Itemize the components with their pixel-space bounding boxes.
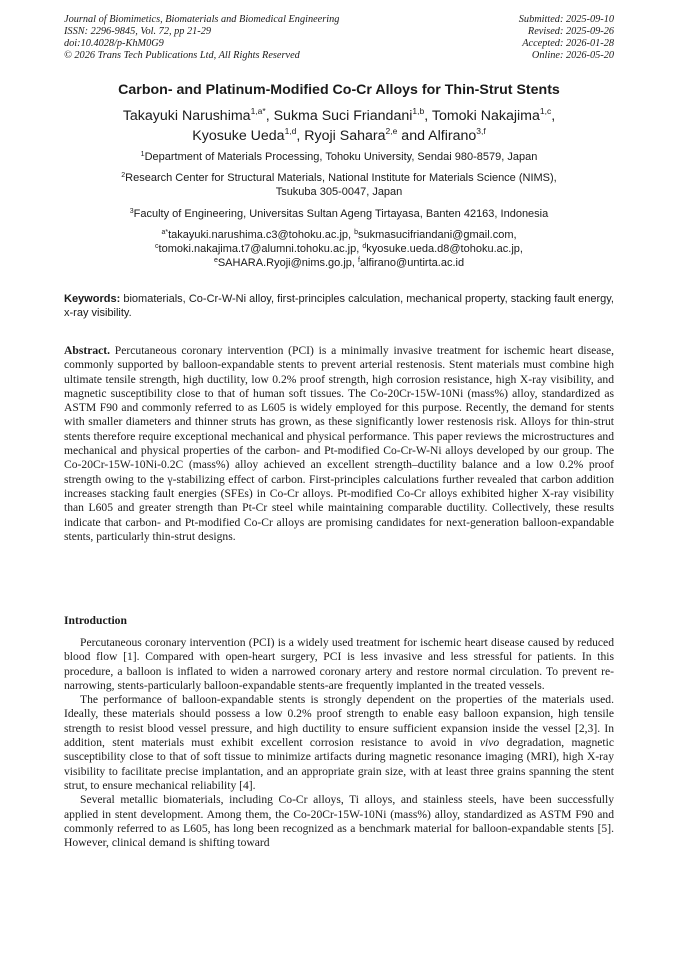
author-name: Ryoji Sahara — [304, 128, 386, 144]
paragraph-text: The performance of balloon-expandable stents is strongly dependent on the properties of the materials used. Ideally, these materials should possess a low 0.2% proof strength to enable easy balloon expansion, high tensile strength to resist blood vessel pressure, and high ductility to ensure sufficient expansion inside the vessel [2,3]. In addition, stent materials must exhibit excellent corrosion resistance to avoid in — [64, 693, 614, 750]
affiliation-sup: 3 — [129, 208, 134, 215]
doi-line: doi:10.4028/p-KhM0G9 — [64, 38, 164, 49]
affiliation-3 — [60, 207, 618, 221]
copyright-line: © 2026 Trans Tech Publications Ltd, All Rights Reserved — [64, 50, 300, 61]
email-sup: e — [213, 257, 218, 264]
email-address[interactable]: kyosuke.ueda.d8@tohoku.ac.jp, — [366, 243, 523, 255]
author-name: Kyosuke Ueda — [192, 128, 285, 144]
author-sup: 1,a* — [250, 106, 266, 116]
affiliation-sup: 1 — [140, 151, 145, 158]
email-address[interactable]: takayuki.narushima.c3@tohoku.ac.jp, — [168, 229, 355, 241]
author-sup: 1,d — [284, 126, 297, 136]
author-name: Alfirano — [428, 128, 477, 144]
paragraph: Percutaneous coronary intervention (PCI) is a widely used treatment for ischemic heart disease caused by reduced blood flow [1]. Compared with open-heart surgery, PCI is less invasive and less stressful for patients. In this procedure, a balloon is inflated to widen a narrowed coronary artery and restore normal circulation. To prevent re-narrowing, stents-particularly balloon-expandable stents-are frequently implanted in the treated vessels. — [64, 636, 614, 692]
email-address[interactable]: sukmasucifriandani@gmail.com, — [358, 229, 517, 241]
affiliation-text: Tsukuba 305-0047, Japan — [275, 186, 403, 198]
paragraph-text: degradation, magnetic susceptibility close to that of soft tissue to minimize artifacts during magnetic resonance imaging (MRI), high X-ray visibility to facilitate precise implantation, and an appropriate grain size, with at least three grains spanning the stent strut, to ensure mechanical reliability [4]. — [64, 736, 614, 792]
affiliation-1 — [60, 150, 618, 164]
author-name: Sukma Suci Friandani — [273, 108, 413, 124]
affiliation-text: Department of Materials Processing, Tohoku University, Sendai 980-8579, Japan — [144, 151, 538, 163]
paragraph — [64, 693, 614, 793]
email-list — [60, 228, 618, 270]
introduction-body — [64, 636, 614, 850]
author-sup: 2,e — [385, 126, 398, 136]
author-sep: , — [265, 108, 274, 124]
affiliation-text: Research Center for Structural Materials, National Institute for Materials Science (NIMS), — [125, 172, 557, 184]
email-address[interactable]: tomoki.nakajima.t7@alumni.tohoku.ac.jp, — [158, 243, 363, 255]
paper-title: Carbon- and Platinum-Modified Co-Cr Alloys for Thin-Strut Stents — [118, 82, 560, 98]
dates-info — [519, 14, 614, 62]
affiliation-text: Faculty of Engineering, Universitas Sultan Ageng Tirtayasa, Banten 42163, Indonesia — [133, 208, 549, 220]
submitted-date: Submitted: 2025-09-10 — [518, 14, 614, 25]
online-date: Online: 2026-05-20 — [531, 50, 614, 61]
abstract-block — [64, 344, 614, 544]
author-sep: , — [296, 128, 305, 144]
email-sup: a* — [161, 229, 169, 236]
affiliation-sup: 2 — [121, 172, 126, 179]
keywords-text: biomaterials, Co-Cr-W-Ni alloy, first-principles calculation, mechanical property, stacking fault energy, x-ray visibility. — [64, 293, 614, 319]
author-sep: and — [397, 128, 429, 144]
author-name: Tomoki Nakajima — [431, 108, 540, 124]
running-header — [64, 14, 614, 64]
author-name: Takayuki Narushima — [122, 108, 251, 124]
email-sup: b — [354, 229, 359, 236]
keywords-block — [64, 292, 614, 320]
email-sup: d — [362, 243, 367, 250]
journal-info — [64, 14, 339, 62]
email-sup: f — [358, 257, 360, 264]
author-sup: 1,b — [412, 106, 425, 116]
author-sep: , — [551, 108, 556, 124]
italic-text: vivo — [479, 736, 500, 750]
journal-name: Journal of Biomimetics, Biomaterials and Biomedical Engineering — [64, 14, 340, 25]
paragraph: Several metallic biomaterials, including Co-Cr alloys, Ti alloys, and stainless steels, have been successfully applied in stent development. Among them, the Co-20Cr-15W-10Ni (mass%) alloy, standardized as ASTM F90 and commonly referred to as L605, has long been recognized as a benchmark material for balloon-expandable stents [5]. However, clinical demand is shifting toward — [64, 793, 614, 850]
affiliation-2 — [60, 171, 618, 199]
abstract-text: Percutaneous coronary intervention (PCI) is a minimally invasive treatment for ischemic heart disease, commonly supported by balloon-expandable stents to prevent arterial restenosis. Stent materials must combine high ultimate tensile strength, high ductility, low 0.2% proof strength, high corrosion resistance, high X-ray visibility, and magnetic susceptibility close to that of human soft tissues. The Co-20Cr-15W-10Ni (mass%) alloy, standardized as ASTM F90 and commonly referred to as L605 is widely employed for this purpose. Recently, the demand for stents with smaller diameters and thinner struts has grown, as these significantly lower restenosis risk. Alloys for thin-strut stents therefore require exceptional mechanical and physical performance. This paper reviews the microstructures and mechanical and physical properties of the carbon- and Pt-modified Co-Cr-W-Ni alloys developed by our group. The Co-20Cr-15W-10Ni-0.2C (mass%) alloy achieved an excellent strength–ductility balance and a low 0.2% proof strength owing to the γ-stabilizing effect of carbon. First-principles calculations further revealed that carbon addition increases stacking fault energies (SFEs) in Co-Cr alloys. Pt-modified Co-Cr alloys exhibited higher X-ray visibility than L605 and greater strength than Pt-Cr steel while maintaining comparable ductility. Collectively, these results indicate that carbon- and Pt-modified Co-Cr alloys are promising candidates for next-generation balloon-expandable stents, particularly thin-strut designs. — [64, 344, 614, 543]
abstract-label: Abstract. — [64, 344, 111, 357]
keywords-label: Keywords: — [64, 293, 121, 305]
accepted-date: Accepted: 2026-01-28 — [522, 38, 614, 49]
email-sup: c — [155, 243, 159, 250]
email-address[interactable]: alfirano@untirta.ac.id — [359, 257, 465, 269]
author-sup: 3,f — [476, 126, 486, 136]
author-list — [40, 106, 638, 146]
revised-date: Revised: 2025-09-26 — [527, 26, 614, 37]
introduction-heading: Introduction — [64, 614, 127, 627]
email-address[interactable]: SAHARA.Ryoji@nims.go.jp, — [217, 257, 358, 269]
issn-line: ISSN: 2296-9845, Vol. 72, pp 21-29 — [64, 26, 212, 37]
author-sup: 1,c — [539, 106, 552, 116]
author-sep: , — [424, 108, 432, 124]
